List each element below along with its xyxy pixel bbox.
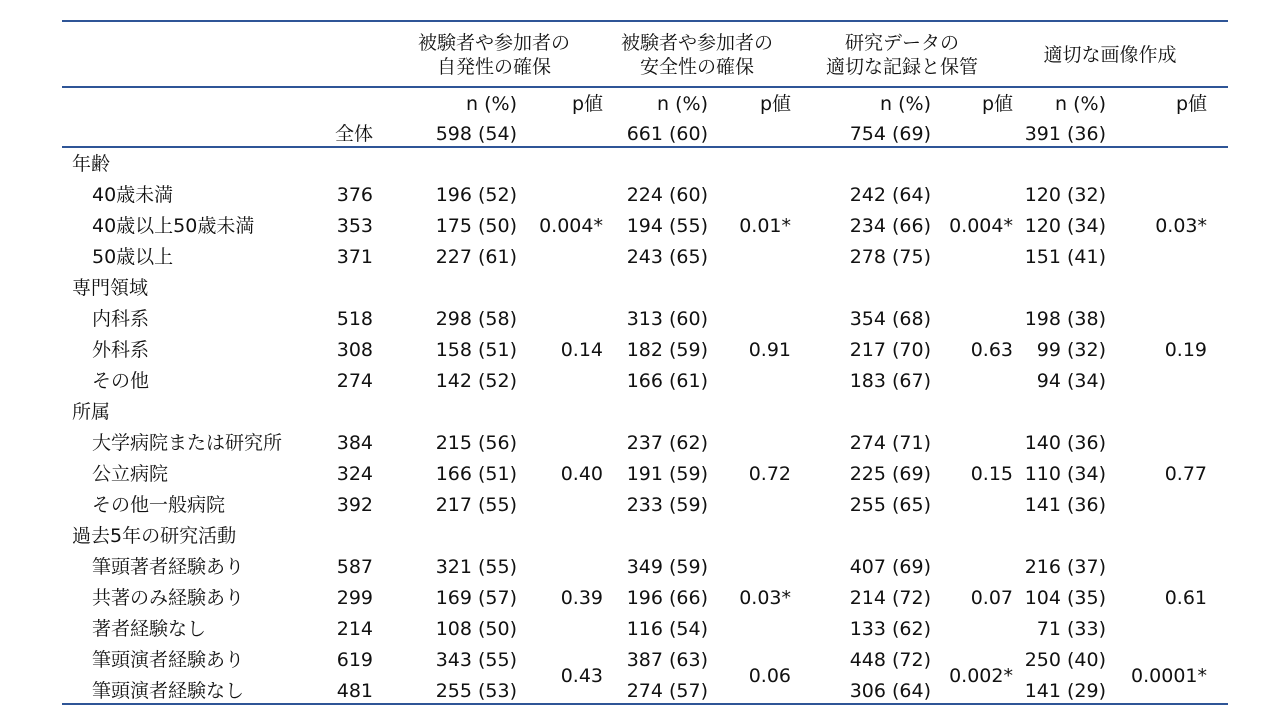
row-value: 120 (32) [1024, 184, 1106, 206]
row-value: 141 (29) [1024, 680, 1106, 702]
column-group-header-line: 研究データの [844, 32, 959, 54]
row-value: 217 (70) [849, 339, 931, 361]
row-value: 313 (60) [626, 308, 708, 330]
row-value: 387 (63) [626, 649, 708, 671]
section-title: 過去5年の研究活動 [72, 525, 237, 547]
row-value: 242 (64) [849, 184, 931, 206]
row-value: 140 (36) [1024, 432, 1106, 454]
p-value: 0.19 [1164, 339, 1207, 361]
row-value: 255 (65) [849, 494, 931, 516]
row-n: 376 [336, 184, 373, 206]
row-label: その他 [92, 370, 150, 392]
row-n: 324 [336, 463, 373, 485]
p-value: 0.01* [739, 215, 791, 237]
row-n: 392 [336, 494, 373, 516]
row-n: 619 [336, 649, 373, 671]
rule-1 [62, 20, 1228, 22]
row-n: 587 [336, 556, 373, 578]
row-value: 196 (66) [626, 587, 708, 609]
column-group-header-line: 適切な記録と保管 [825, 56, 978, 78]
row-value: 250 (40) [1024, 649, 1106, 671]
p-value: 0.03* [739, 587, 791, 609]
row-value: 306 (64) [849, 680, 931, 702]
row-n: 214 [336, 618, 373, 640]
row-value: 120 (34) [1024, 215, 1106, 237]
row-label: 筆頭演者経験なし [92, 680, 245, 702]
row-value: 274 (71) [849, 432, 931, 454]
p-value-header: p値 [571, 93, 603, 115]
section-title: 所属 [72, 401, 111, 423]
row-label: 大学病院または研究所 [92, 432, 283, 454]
row-value: 158 (51) [435, 339, 517, 361]
row-n: 274 [336, 370, 373, 392]
row-n: 481 [336, 680, 373, 702]
row-n: 308 [336, 339, 373, 361]
column-group-header [792, 31, 1012, 79]
row-label: 内科系 [92, 308, 150, 330]
row-value: 216 (37) [1024, 556, 1106, 578]
p-value: 0.004* [539, 215, 603, 237]
row-value: 448 (72) [849, 649, 931, 671]
p-value: 0.63 [970, 339, 1013, 361]
row-value: 298 (58) [435, 308, 517, 330]
column-group-header [1000, 43, 1220, 67]
p-value-header: p値 [981, 93, 1013, 115]
row-value: 243 (65) [626, 246, 708, 268]
n-percent-header: n (%) [1055, 93, 1106, 115]
n-percent-header: n (%) [466, 93, 517, 115]
row-label: 共著のみ経験あり [92, 587, 245, 609]
row-value: 194 (55) [626, 215, 708, 237]
p-value-header: p値 [759, 93, 791, 115]
section-title: 専門領域 [72, 277, 149, 299]
row-value: 349 (59) [626, 556, 708, 578]
row-value: 234 (66) [849, 215, 931, 237]
row-value: 110 (34) [1024, 463, 1106, 485]
row-value: 99 (32) [1036, 339, 1106, 361]
total-value: 661 (60) [626, 123, 708, 145]
row-value: 237 (62) [626, 432, 708, 454]
row-label: 40歳未満 [92, 184, 174, 206]
column-group-header [384, 31, 604, 79]
row-label: 外科系 [92, 339, 150, 361]
p-value: 0.91 [748, 339, 791, 361]
row-n: 353 [336, 215, 373, 237]
row-value: 214 (72) [849, 587, 931, 609]
p-value: 0.39 [560, 587, 603, 609]
row-value: 108 (50) [435, 618, 517, 640]
row-n: 371 [336, 246, 373, 268]
row-value: 166 (61) [626, 370, 708, 392]
row-value: 71 (33) [1036, 618, 1106, 640]
n-percent-header: n (%) [657, 93, 708, 115]
row-value: 116 (54) [626, 618, 708, 640]
total-label: 全体 [334, 123, 373, 145]
p-value: 0.06 [748, 664, 791, 687]
row-label: 筆頭著者経験あり [92, 556, 245, 578]
row-value: 225 (69) [849, 463, 931, 485]
row-value: 233 (59) [626, 494, 708, 516]
row-value: 142 (52) [435, 370, 517, 392]
row-value: 215 (56) [435, 432, 517, 454]
column-group-header-line: 自発性の確保 [436, 56, 551, 78]
row-label: その他一般病院 [92, 494, 226, 516]
p-value: 0.77 [1164, 463, 1207, 485]
p-value: 0.15 [970, 463, 1013, 485]
p-value: 0.40 [560, 463, 603, 485]
row-value: 196 (52) [435, 184, 517, 206]
row-value: 94 (34) [1036, 370, 1106, 392]
row-n: 384 [336, 432, 373, 454]
row-value: 407 (69) [849, 556, 931, 578]
row-value: 182 (59) [626, 339, 708, 361]
total-value: 598 (54) [435, 123, 517, 145]
row-label: 筆頭演者経験あり [92, 649, 245, 671]
column-group-header [587, 31, 807, 79]
row-label: 50歳以上 [92, 246, 174, 268]
row-value: 227 (61) [435, 246, 517, 268]
row-value: 104 (35) [1024, 587, 1106, 609]
n-percent-header: n (%) [880, 93, 931, 115]
row-value: 151 (41) [1024, 246, 1106, 268]
column-group-header-line: 被験者や参加者の [417, 32, 570, 54]
p-value: 0.43 [560, 664, 603, 687]
p-value-header: p値 [1175, 93, 1207, 115]
row-value: 198 (38) [1024, 308, 1106, 330]
row-label: 著者経験なし [92, 618, 207, 640]
p-value: 0.0001* [1131, 664, 1207, 687]
row-label: 40歳以上50歳未満 [92, 215, 255, 237]
row-value: 274 (57) [626, 680, 708, 702]
row-value: 278 (75) [849, 246, 931, 268]
row-value: 169 (57) [435, 587, 517, 609]
row-n: 518 [336, 308, 373, 330]
rule-3 [62, 146, 1228, 148]
row-value: 175 (50) [435, 215, 517, 237]
p-value: 0.002* [949, 664, 1013, 687]
row-value: 166 (51) [435, 463, 517, 485]
row-value: 224 (60) [626, 184, 708, 206]
row-value: 141 (36) [1024, 494, 1106, 516]
p-value: 0.03* [1155, 215, 1207, 237]
p-value: 0.61 [1164, 587, 1207, 609]
p-value: 0.07 [970, 587, 1013, 609]
row-value: 191 (59) [626, 463, 708, 485]
total-value: 754 (69) [849, 123, 931, 145]
row-n: 299 [336, 587, 373, 609]
row-value: 183 (67) [849, 370, 931, 392]
column-group-header-line: 被験者や参加者の [620, 32, 773, 54]
row-value: 354 (68) [849, 308, 931, 330]
column-group-header-line: 安全性の確保 [639, 56, 754, 78]
row-value: 343 (55) [435, 649, 517, 671]
row-value: 133 (62) [849, 618, 931, 640]
row-value: 255 (53) [435, 680, 517, 702]
row-label: 公立病院 [92, 463, 169, 485]
p-value: 0.14 [560, 339, 603, 361]
rule-2 [62, 86, 1228, 88]
p-value: 0.004* [949, 215, 1013, 237]
rule-4 [62, 703, 1228, 705]
p-value: 0.72 [748, 463, 791, 485]
column-group-header-line: 適切な画像作成 [1043, 44, 1177, 66]
row-value: 321 (55) [435, 556, 517, 578]
total-value: 391 (36) [1024, 123, 1106, 145]
section-title: 年齢 [72, 153, 111, 175]
row-value: 217 (55) [435, 494, 517, 516]
